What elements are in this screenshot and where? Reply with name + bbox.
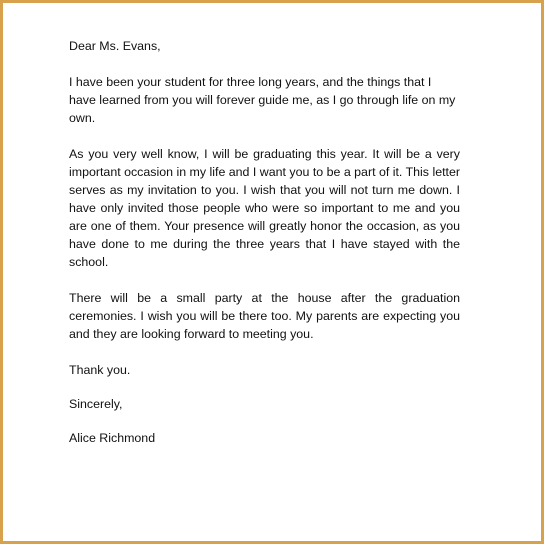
letter-closing: Sincerely, bbox=[69, 397, 123, 411]
letter-body bbox=[69, 37, 460, 447]
letter-signature: Alice Richmond bbox=[69, 431, 156, 445]
letter-thanks: Thank you. bbox=[69, 363, 131, 377]
letter-paragraph-3: There will be a small party at the house after the graduation ceremonies. I wish you will be there too. My parents are expecting you and they are looking forward to meeting you. bbox=[69, 291, 460, 341]
letter-salutation: Dear Ms. Evans, bbox=[69, 39, 161, 53]
letter-paragraph-1: I have been your student for three long years, and the things that I have learned from you will forever guide me, as I go through life on my own. bbox=[69, 75, 456, 125]
letter-paragraph-2: As you very well know, I will be graduating this year. It will be a very important occasion in my life and I want you to be a part of it. This letter serves as my invitation to you. I wish that you will not turn me down. I have only invited those people who were so important to me and you are one of them. Your presence will greatly honor the occasion, as you have done to me during the three years that I have stayed with the school. bbox=[69, 147, 460, 269]
